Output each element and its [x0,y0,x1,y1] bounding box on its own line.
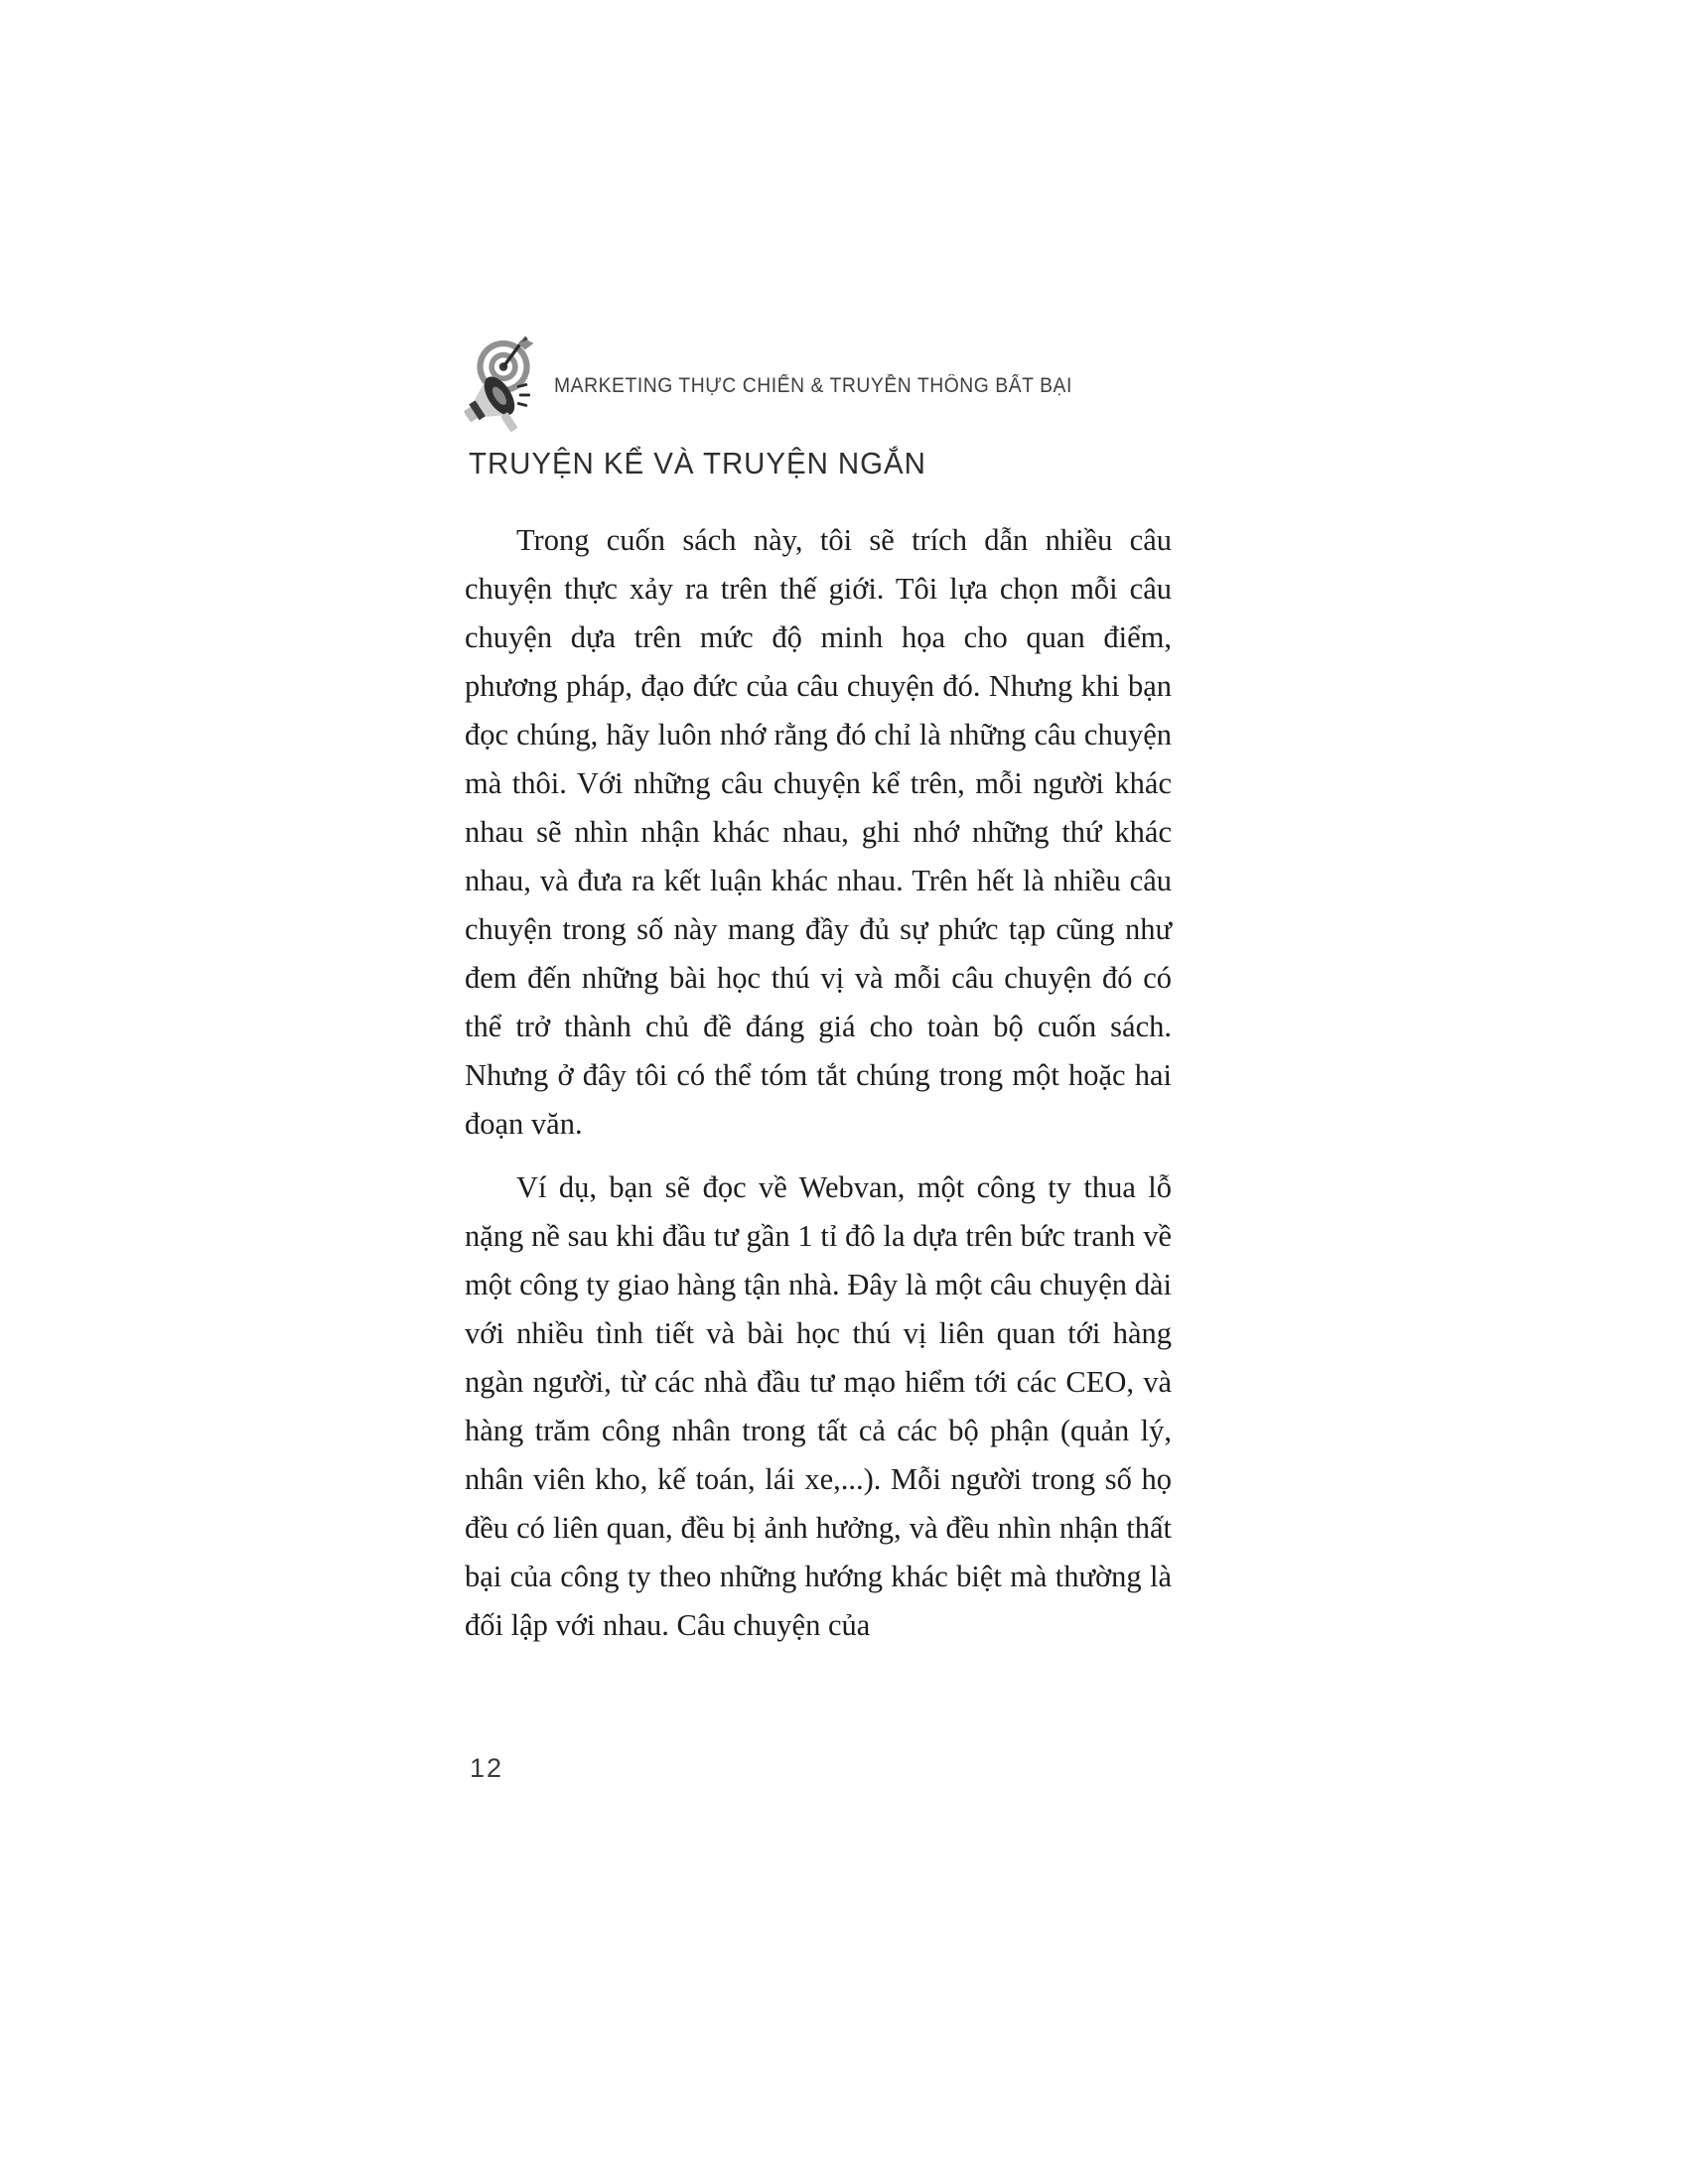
book-title-running-head: MARKETING THỰC CHIẾN & TRUYỀN THÔNG BẤT BẠI [554,374,1072,397]
body-text-block [465,516,1172,1665]
running-header [447,333,1182,437]
target-dart-megaphone-icon [447,333,541,437]
paragraph-2: Ví dụ, bạn sẽ đọc về Webvan, một công ty thua lỗ nặng nề sau khi đầu tư gần 1 tỉ đô la dựa trên bức tranh về một công ty giao hàng tận nhà. Đây là một câu chuyện dài với nhiều tình tiết và bài học thú vị liên quan tới hàng ngàn người, từ các nhà đầu tư mạo hiểm tới các CEO, và hàng trăm công nhân trong tất cả các bộ phận (quản lý, nhân viên kho, kế toán, lái xe,...). Mỗi người trong số họ đều có liên quan, đều bị ảnh hưởng, và đều nhìn nhận thất bại của công ty theo những hướng khác biệt mà thường là đối lập với nhau. Câu chuyện của [465,1170,1172,1642]
page-number: 12 [470,1753,504,1783]
paragraph-1: Trong cuốn sách này, tôi sẽ trích dẫn nhiều câu chuyện thực xảy ra trên thế giới. Tôi lựa chọn mỗi câu chuyện dựa trên mức độ minh họa cho quan điểm, phương pháp, đạo đức của câu chuyện đó. Nhưng khi bạn đọc chúng, hãy luôn nhớ rằng đó chỉ là những câu chuyện mà thôi. Với những câu chuyện kể trên, mỗi người khác nhau sẽ nhìn nhận khác nhau, ghi nhớ những thứ khác nhau, và đưa ra kết luận khác nhau. Trên hết là nhiều câu chuyện trong số này mang đầy đủ sự phức tạp cũng như đem đến những bài học thú vị và mỗi câu chuyện đó có thể trở thành chủ đề đáng giá cho toàn bộ cuốn sách. Nhưng ở đây tôi có thể tóm tắt chúng trong một hoặc hai đoạn văn. [465,523,1172,1141]
section-title: TRUYỆN KỂ VÀ TRUYỆN NGẮN [469,446,926,480]
